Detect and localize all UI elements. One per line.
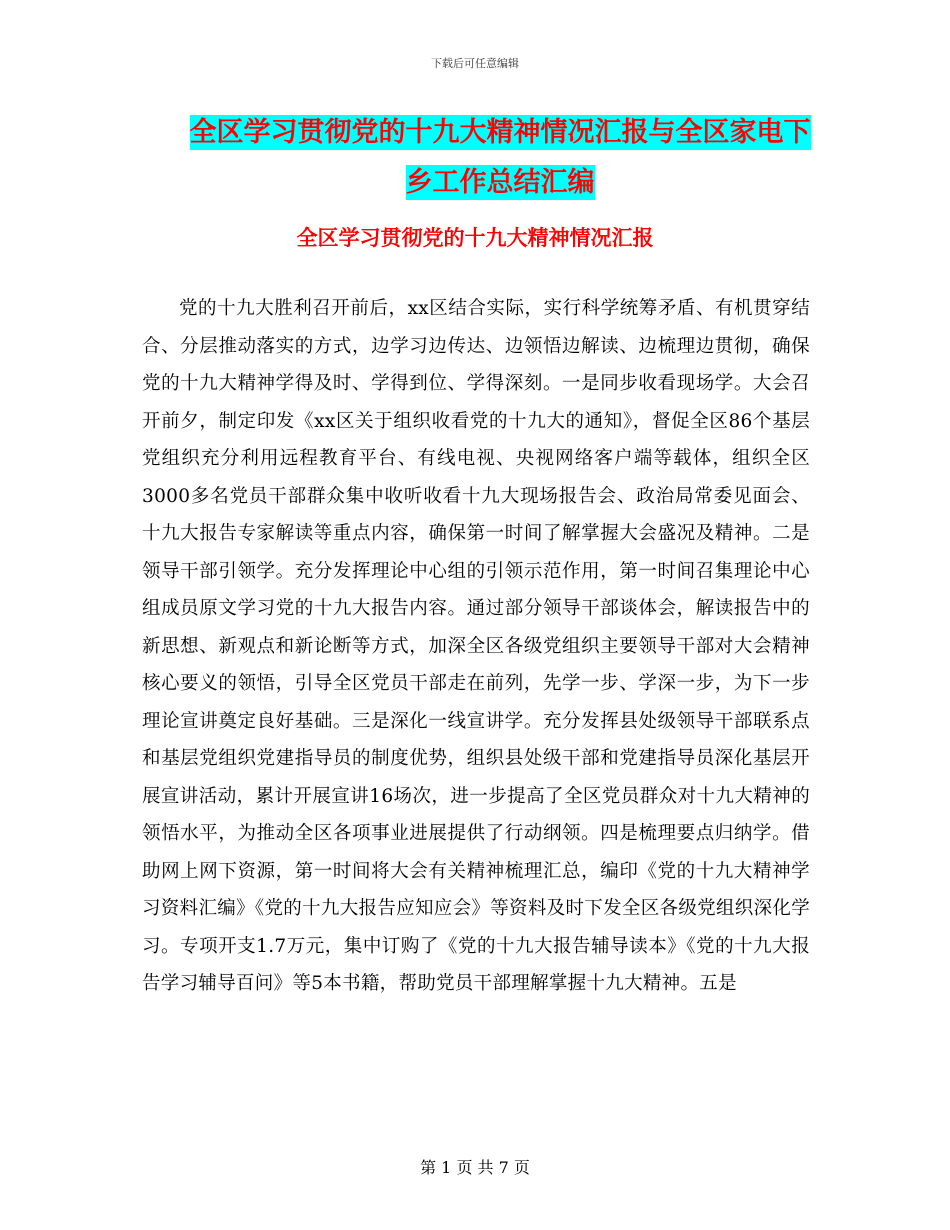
section-title: 全区学习贯彻党的十九大精神情况汇报 [296, 226, 654, 250]
header-note: 下载后可任意编辑 [431, 57, 519, 70]
document-title [150, 108, 850, 208]
document-title-line1: 全区学习贯彻党的十九大精神情况汇报与全区家电下 [189, 117, 811, 148]
document-title-line2: 乡工作总结汇编 [405, 167, 595, 198]
body-paragraph: 党的十九大胜利召开前后，xx区结合实际，实行科学统筹矛盾、有机贯穿结合、分层推动落实的方式，边学习边传达、边领悟边解读、边梳理边贯彻，确保党的十九大精神学得及时、学得到位、学得深刻。一是同步收看现场学。大会召开前夕，制定印发《xx区关于组织收看党的十九大的通知》，督促全区86个基层党组织充分利用远程教育平台、有线电视、央视网络客户端等载体，组织全区3000多名党员干部群众集中收听收看十九大现场报告会、政治局常委见面会、十九大报告专家解读等重点内容，确保第一时间了解掌握大会盛况及精神。二是领导干部引领学。充分发挥理论中心组的引领示范作用，第一时间召集理论中心组成员原文学习党的十九大报告内容。通过部分领导干部谈体会，解读报告中的新思想、新观点和新论断等方式，加深全区各级党组织主要领导干部对大会精神核心要义的领悟，引导全区党员干部走在前列，先学一步、学深一步，为下一步理论宣讲奠定良好基础。三是深化一线宣讲学。充分发挥县处级领导干部联系点和基层党组织党建指导员的制度优势，组织县处级干部和党建指导员深化基层开展宣讲活动，累计开展宣讲16场次，进一步提高了全区党员群众对十九大精神的领悟水平，为推动全区各项事业进展提供了行动纲领。四是梳理要点归纳学。借助网上网下资源，第一时间将大会有关精神梳理汇总，编印《党的十九大精神学习资料汇编》《党的十九大报告应知应会》等资料及时下发全区各级党组织深化学习。专项开支1.7万元，集中订购了《党的十九大报告辅导读本》《党的十九大报告学习辅导百问》等5本书籍，帮助党员干部理解掌握十九大精神。五是 [142, 298, 810, 994]
page-footer: 第 1 页 共 7 页 [420, 1158, 530, 1177]
